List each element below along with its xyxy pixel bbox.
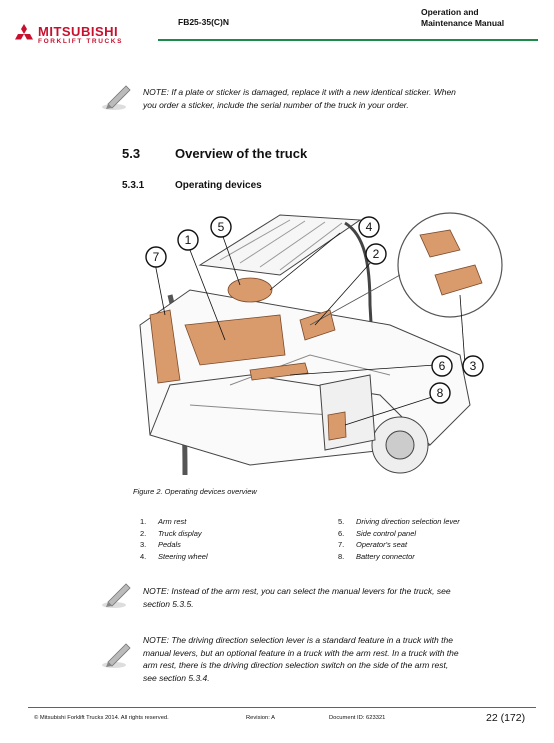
manual-title: Operation and Maintenance Manual	[421, 7, 505, 28]
callout-6: 6	[438, 359, 446, 373]
callout-7: 7	[152, 250, 160, 264]
legend-item: 8. Battery connector	[338, 551, 415, 561]
legend-item: 1. Arm rest	[140, 517, 187, 526]
pencil-note-icon	[100, 580, 134, 610]
callout-5: 5	[217, 220, 225, 234]
section-number: 5.3	[122, 146, 141, 161]
note-sticker: NOTE: If a plate or sticker is damaged, replace it with a new identical sticker. When you order a sticker, include the serial number of the truck in your order.	[143, 87, 456, 110]
footer-revision: Revision: A	[246, 715, 275, 721]
note-direction-lever: NOTE: The driving direction selection lever is a standard feature in a truck with the manual levers, but an optional feature in a truck with the arm rest. In a truck with the arm rest, there is the driving direction selection switch on the side of the arm rest, see section 5.3.4.	[143, 635, 459, 683]
figure-caption: Figure 2. Operating devices overview	[133, 487, 257, 496]
model-number: FB25-35(C)N	[178, 17, 230, 27]
legend-right	[338, 516, 460, 562]
callout-8: 8	[436, 386, 444, 400]
mitsubishi-logo-icon	[12, 24, 36, 45]
subsection-title: Operating devices	[175, 180, 262, 191]
legend-item: 4. Steering wheel	[140, 551, 208, 561]
page-number: 22 (172)	[486, 712, 526, 724]
footer-copyright: © Mitsubishi Forklift Trucks 2014. All rights reserved.	[34, 715, 169, 721]
section-title: Overview of the truck	[175, 146, 308, 161]
legend-item: 3. Pedals	[140, 540, 181, 550]
callout-4: 4	[365, 220, 373, 234]
legend-item: 7. Operator's seat	[338, 540, 408, 550]
footer-rule	[28, 707, 536, 708]
brand-name: MITSUBISHI	[38, 24, 119, 39]
legend-left	[140, 516, 208, 562]
subsection-number: 5.3.1	[122, 180, 145, 191]
brand-subtitle: FORKLIFT TRUCKS	[38, 38, 124, 45]
legend-item: 6. Side control panel	[338, 528, 417, 538]
pencil-note-icon	[100, 82, 134, 112]
callout-2: 2	[372, 247, 380, 261]
note-manual-levers: NOTE: Instead of the arm rest, you can select the manual levers for the truck, see section 5.3.5.	[143, 586, 451, 609]
callout-3: 3	[469, 359, 477, 373]
footer-document-id: Document ID: 623321	[329, 715, 386, 721]
legend-item: 5. Driving direction selection lever	[338, 517, 460, 526]
header-rule	[158, 39, 538, 41]
legend-item: 2. Truck display	[140, 528, 202, 538]
callout-1: 1	[184, 233, 192, 247]
operating-devices-figure	[130, 205, 522, 480]
pencil-note-icon	[100, 640, 134, 670]
